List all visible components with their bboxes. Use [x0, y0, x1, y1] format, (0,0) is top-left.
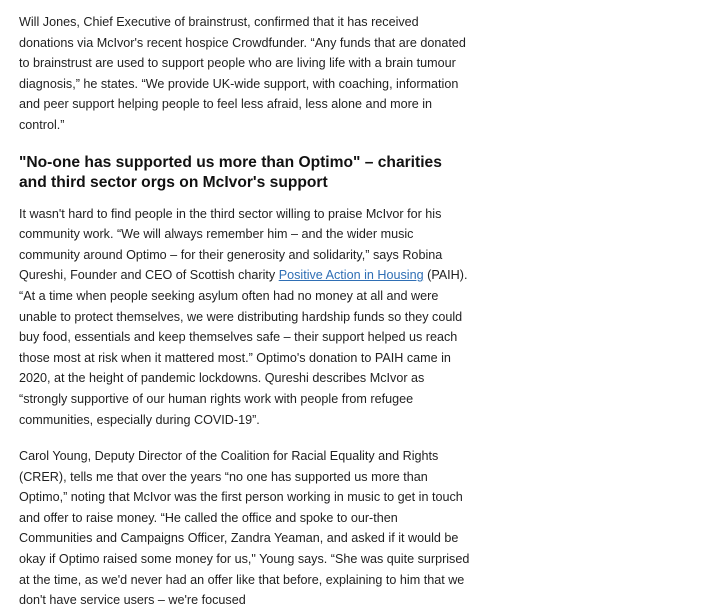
paragraph-paih [19, 204, 471, 431]
paragraph-brainstrust: Will Jones, Chief Executive of brainstrust, confirmed that it has received donations via McIvor's recent hospice Crowdfunder. “Any funds that are donated to brainstrust are used to support people who are living life with a brain tumour diagnosis,” he states. “We provide UK-wide support, with coaching, information and peer support helping people to feel less afraid, less alone and more in control.” [19, 15, 466, 132]
article-body [19, 12, 471, 611]
paragraph-paih-text-end: (PAIH). “At a time when people seeking asylum often had no money at all and were unable to protect themselves, we were distributing hardship funds so they could buy food, essentials and keep themselves safe – their support helped us reach those most at risk when it mattered most.” Optimo's donation to PAIH came in 2020, at the height of pandemic lockdowns. Qureshi describes McIvor as “strongly supportive of our human rights work with people from refugee communities, especially during COVID-19”. [19, 268, 468, 427]
paragraph-crer: Carol Young, Deputy Director of the Coalition for Racial Equality and Rights (CRER), tells me that over the years “no one has supported us more than Optimo,” noting that McIvor was the first person working in music to get in touch and offer to raise money. “He called the office and spoke to our-then Communities and Campaigns Officer, Zandra Yeaman, and asked if it would be okay if Optimo raised some money for us," Young says. “She was quite surprised at the time, as we'd never had an offer like that before, explaining to him that we don't have service users – we're focused [19, 449, 470, 608]
paragraph-paih-text-start: It wasn't hard to find people in the third sector willing to praise McIvor for his community work. “We will always remember him – and the wider music community around Optimo – for their generosity and solidarity,” says Robina Qureshi, Founder and CEO of Scottish charity [19, 206, 443, 283]
section-heading: "No-one has supported us more than Optimo" – charities and third sector orgs on McIvor's support [19, 153, 442, 191]
positive-action-in-housing-link[interactable]: Positive Action in Housing [278, 268, 424, 283]
